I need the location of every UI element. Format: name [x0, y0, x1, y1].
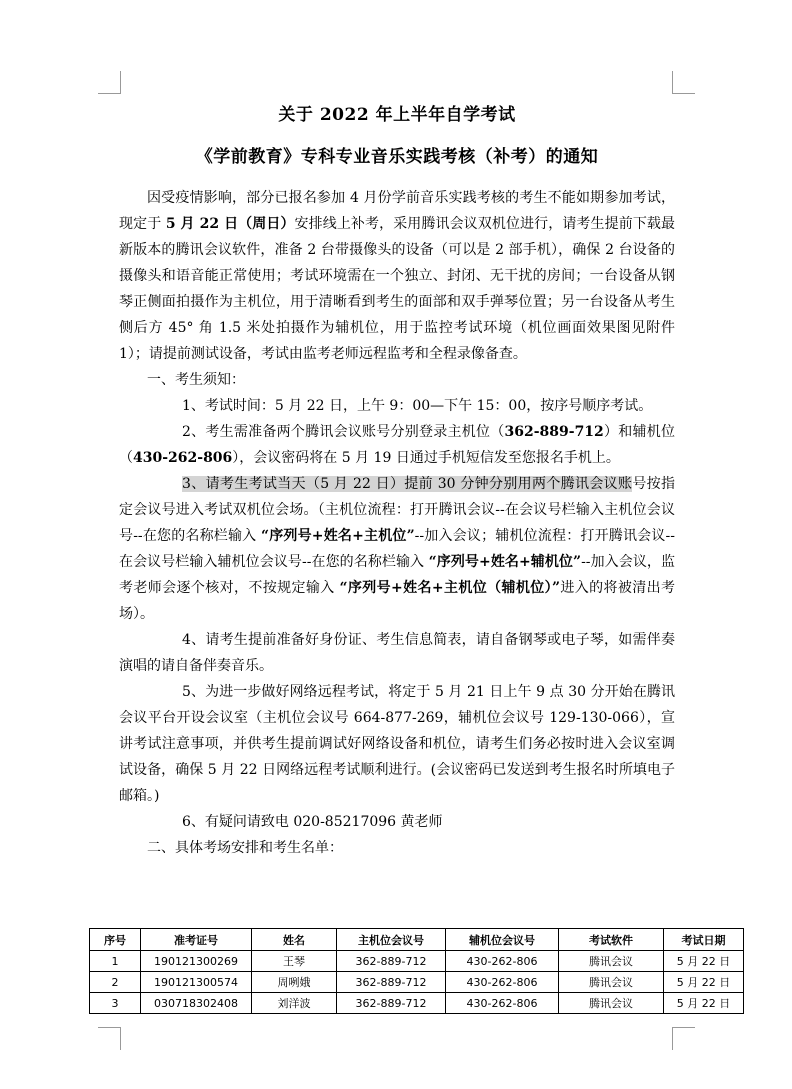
highlighted-text: 3、请考生考试当天（5 月 22 日）提前 30 分钟分别用两个腾讯会议账 [182, 476, 633, 492]
table-row [90, 951, 744, 972]
table-row [90, 972, 744, 993]
exam-schedule-table [89, 928, 744, 1014]
cell-software: 腾讯会议 [559, 993, 664, 1014]
col-header-aux-meeting: 辅机位会议号 [446, 929, 559, 951]
notice-item-2: 2、考生需准备两个腾讯会议账号分别登录主机位（362-889-712）和辅机位（430-262-806），会议密码将在 5 月 19 日通过手机短信发至您报名手机上。 [119, 424, 676, 466]
section1-heading: 一、考生须知： [147, 372, 245, 388]
cell-aux-meeting: 430-262-806 [446, 951, 559, 972]
cell-software: 腾讯会议 [559, 951, 664, 972]
col-header-main-meeting: 主机位会议号 [337, 929, 446, 951]
table-header-row [90, 929, 744, 951]
crop-mark-bottom-left [98, 1027, 121, 1050]
col-header-name: 姓名 [252, 929, 337, 951]
cell-date: 5 月 22 日 [664, 972, 744, 993]
cell-exam-id: 030718302408 [141, 993, 252, 1014]
cell-main-meeting: 362-889-712 [337, 972, 446, 993]
document-title-line1: 关于 2022 年上半年自学考试 [278, 105, 516, 125]
document-body [119, 100, 675, 861]
notice-item-3: 3、请考生考试当天（5 月 22 日）提前 30 分钟分别用两个腾讯会议账号按指定会议号进入考试双机位会场。（主机位流程：打开腾讯会议--在会议号栏输入主机位会议号--在您的名称栏输入 “序列号+姓名+主机位”--加入会议；辅机位流程：打开腾讯会议--在会议号栏输入辅机位会议号--在您的名称栏输入 “序列号+姓名+辅机位”--加入会议，监考老师会逐个核对，不按规定输入 “序列号+姓名+主机位（辅机位）”进入的将被清出考场）。 [119, 476, 675, 622]
cell-main-meeting: 362-889-712 [337, 993, 446, 1014]
table-row [90, 993, 744, 1014]
cell-seq: 3 [90, 993, 141, 1014]
crop-mark-bottom-right [672, 1027, 695, 1050]
notice-item-4: 4、请考生提前准备好身份证、考生信息简表，请自备钢琴或电子琴，如需伴奏演唱的请自备伴奏音乐。 [119, 632, 675, 674]
col-header-exam-id: 准考证号 [141, 929, 252, 951]
cell-name: 王琴 [252, 951, 337, 972]
cell-date: 5 月 22 日 [664, 951, 744, 972]
crop-mark-top-left [98, 71, 121, 94]
cell-seq: 2 [90, 972, 141, 993]
notice-item-5: 5、为进一步做好网络远程考试，将定于 5 月 21 日上午 9 点 30 分开始在腾讯会议平台开设会议室（主机位会议号 664-877-269，辅机位会议号 129-130-066），宣讲考试注意事项，并供考生提前调试好网络设备和机位，请考生们务必按时进入会议室调试设备，确保 5 月 22 日网络远程考试顺利进行。(会议密码已发送到考生报名时所填电子邮箱。) [119, 684, 675, 804]
cell-main-meeting: 362-889-712 [337, 951, 446, 972]
cell-aux-meeting: 430-262-806 [446, 972, 559, 993]
cell-name: 刘洋波 [252, 993, 337, 1014]
col-header-seq: 序号 [90, 929, 141, 951]
notice-item-6: 6、有疑问请致电 020-85217096 黄老师 [182, 814, 443, 830]
cell-date: 5 月 22 日 [664, 993, 744, 1014]
cell-name: 周咧娥 [252, 972, 337, 993]
cell-exam-id: 190121300269 [141, 951, 252, 972]
notice-item-1: 1、考试时间：5 月 22 日，上午 9：00—下午 15：00，按序号顺序考试。 [182, 398, 653, 414]
section2-heading: 二、具体考场安排和考生名单： [147, 840, 343, 856]
document-title-line2: 《学前教育》专科专业音乐实践考核（补考）的通知 [195, 147, 599, 167]
crop-mark-top-right [672, 71, 695, 94]
col-header-software: 考试软件 [559, 929, 664, 951]
cell-exam-id: 190121300574 [141, 972, 252, 993]
cell-aux-meeting: 430-262-806 [446, 993, 559, 1014]
cell-seq: 1 [90, 951, 141, 972]
cell-software: 腾讯会议 [559, 972, 664, 993]
col-header-date: 考试日期 [664, 929, 744, 951]
intro-paragraph: 因受疫情影响，部分已报名参加 4 月份学前音乐实践考核的考生不能如期参加考试，现定于 5 月 22 日（周日）安排线上补考，采用腾讯会议双机位进行，请考生提前下载最新版本的腾讯会议软件，准备 2 台带摄像头的设备（可以是 2 部手机），确保 2 台设备的摄像头和语音能正常使用；考试环境需在一个独立、封闭、无干扰的房间；一台设备从钢琴正侧面拍摄作为主机位，用于清晰看到考生的面部和双手弹琴位置；另一台设备从考生侧后方 45° 角 1.5 米处拍摄作为辅机位，用于监控考试环境（机位画面效果图见附件 1）；请提前测试设备，考试由监考老师远程监考和全程录像备查。 [119, 190, 676, 362]
